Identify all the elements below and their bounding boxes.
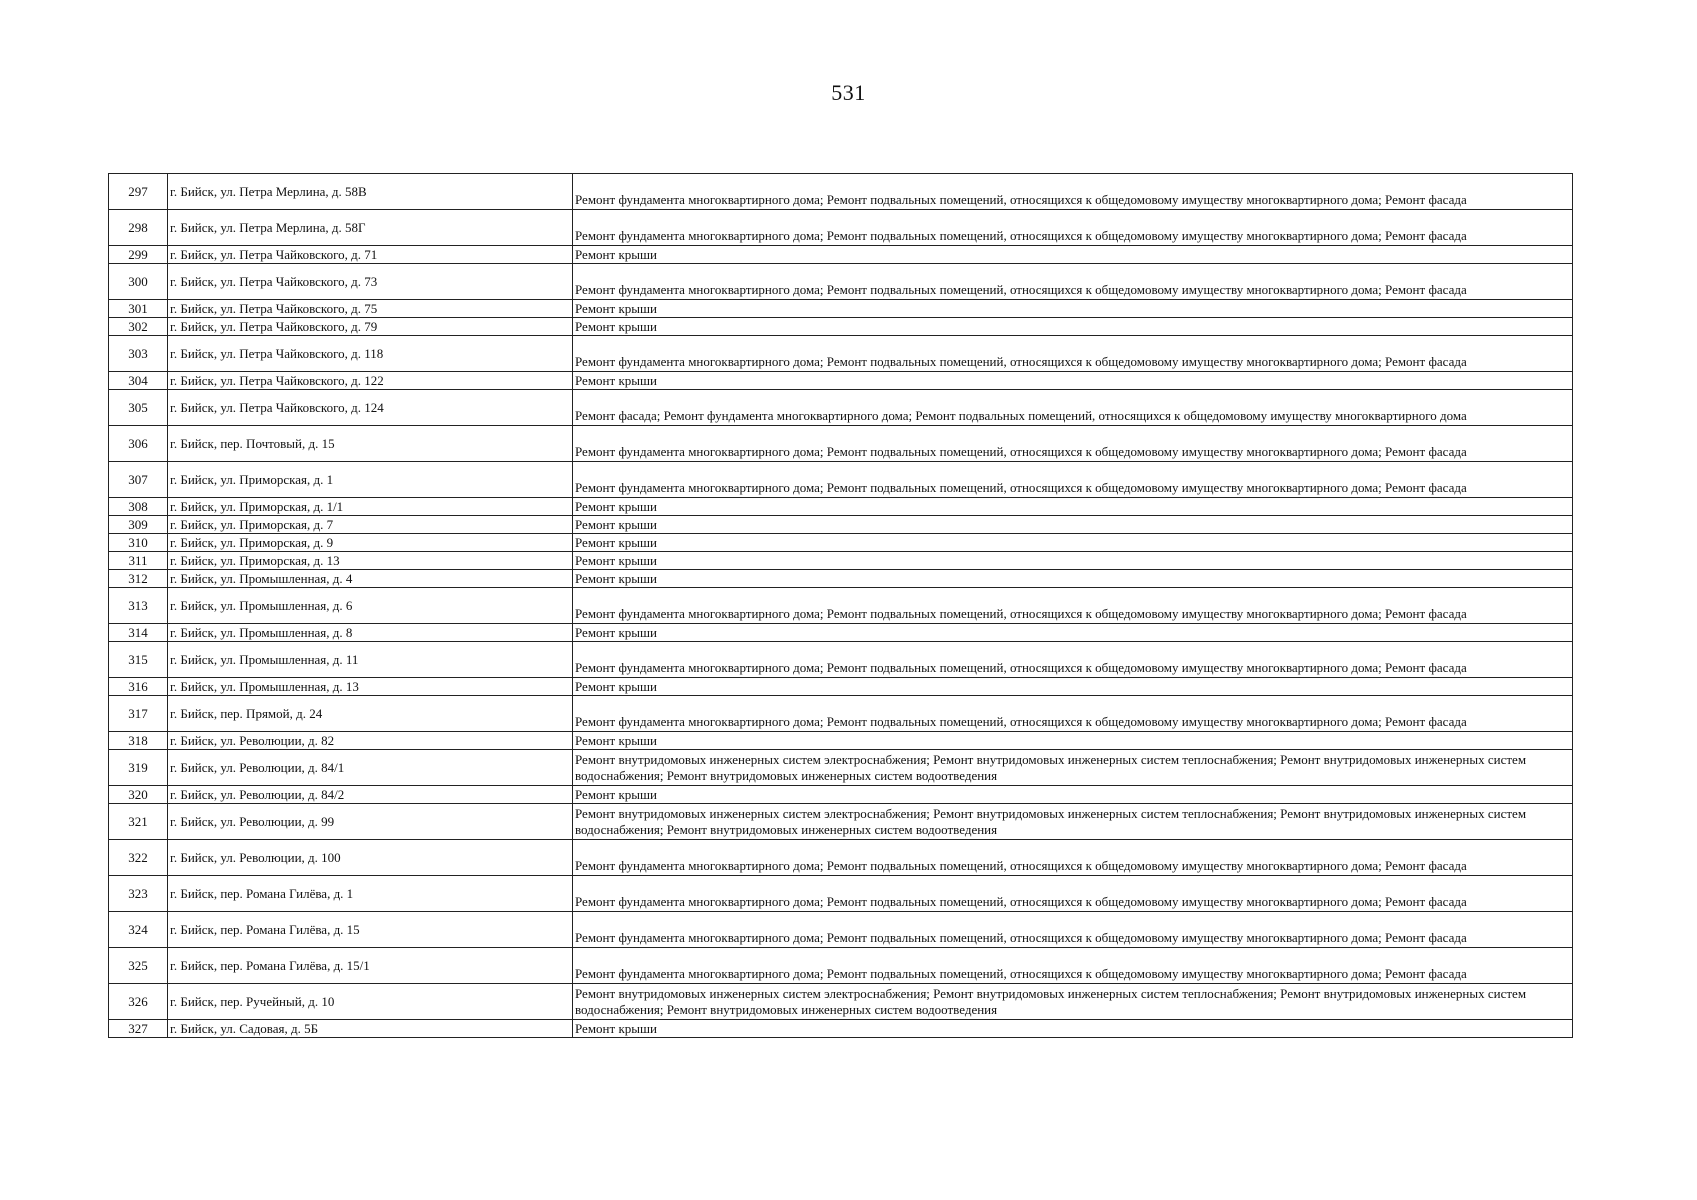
- row-works: Ремонт крыши: [573, 786, 1573, 804]
- row-number: 320: [109, 786, 168, 804]
- row-works: Ремонт крыши: [573, 534, 1573, 552]
- row-number: 301: [109, 300, 168, 318]
- row-number: 298: [109, 210, 168, 246]
- row-works: Ремонт крыши: [573, 318, 1573, 336]
- row-address: г. Бийск, ул. Промышленная, д. 4: [168, 570, 573, 588]
- row-number: 305: [109, 390, 168, 426]
- row-number: 317: [109, 696, 168, 732]
- table-row: [109, 426, 1573, 462]
- table-row: [109, 642, 1573, 678]
- table-row: [109, 336, 1573, 372]
- table-row: [109, 912, 1573, 948]
- table-row: [109, 570, 1573, 588]
- row-works: Ремонт фундамента многоквартирного дома; Ремонт подвальных помещений, относящихся к общедомовому имуществу многоквартирного дома; Ремонт фасада: [573, 588, 1573, 624]
- row-number: 307: [109, 462, 168, 498]
- row-number: 324: [109, 912, 168, 948]
- row-works: Ремонт крыши: [573, 678, 1573, 696]
- row-address: г. Бийск, пер. Почтовый, д. 15: [168, 426, 573, 462]
- row-number: 299: [109, 246, 168, 264]
- row-address: г. Бийск, ул. Петра Мерлина, д. 58Г: [168, 210, 573, 246]
- row-works: Ремонт внутридомовых инженерных систем электроснабжения; Ремонт внутридомовых инженерных систем теплоснабжения; Ремонт внутридомовых инженерных систем водоснабжения; Ремонт внутридомовых инженерных систем водоотведения: [573, 750, 1573, 786]
- row-number: 316: [109, 678, 168, 696]
- table-row: [109, 462, 1573, 498]
- row-works: Ремонт фундамента многоквартирного дома; Ремонт подвальных помещений, относящихся к общедомовому имуществу многоквартирного дома; Ремонт фасада: [573, 642, 1573, 678]
- page-number: 531: [831, 80, 866, 105]
- row-number: 314: [109, 624, 168, 642]
- row-works: Ремонт фундамента многоквартирного дома; Ремонт подвальных помещений, относящихся к общедомовому имуществу многоквартирного дома; Ремонт фасада: [573, 426, 1573, 462]
- table-row: [109, 984, 1573, 1020]
- row-works: Ремонт крыши: [573, 246, 1573, 264]
- row-address: г. Бийск, ул. Революции, д. 82: [168, 732, 573, 750]
- row-works: Ремонт внутридомовых инженерных систем электроснабжения; Ремонт внутридомовых инженерных систем теплоснабжения; Ремонт внутридомовых инженерных систем водоснабжения; Ремонт внутридомовых инженерных систем водоотведения: [573, 984, 1573, 1020]
- row-works: Ремонт фундамента многоквартирного дома; Ремонт подвальных помещений, относящихся к общедомовому имуществу многоквартирного дома; Ремонт фасада: [573, 840, 1573, 876]
- row-works: Ремонт крыши: [573, 570, 1573, 588]
- row-address: г. Бийск, ул. Петра Чайковского, д. 118: [168, 336, 573, 372]
- row-number: 309: [109, 516, 168, 534]
- row-address: г. Бийск, ул. Петра Чайковского, д. 79: [168, 318, 573, 336]
- row-address: г. Бийск, ул. Петра Чайковского, д. 122: [168, 372, 573, 390]
- row-address: г. Бийск, ул. Петра Чайковского, д. 75: [168, 300, 573, 318]
- row-address: г. Бийск, ул. Промышленная, д. 13: [168, 678, 573, 696]
- row-number: 302: [109, 318, 168, 336]
- row-address: г. Бийск, пер. Ручейный, д. 10: [168, 984, 573, 1020]
- row-number: 315: [109, 642, 168, 678]
- table-row: [109, 552, 1573, 570]
- row-address: г. Бийск, пер. Романа Гилёва, д. 1: [168, 876, 573, 912]
- row-address: г. Бийск, ул. Петра Чайковского, д. 124: [168, 390, 573, 426]
- row-works: Ремонт фундамента многоквартирного дома; Ремонт подвальных помещений, относящихся к общедомовому имуществу многоквартирного дома; Ремонт фасада: [573, 912, 1573, 948]
- table-row: [109, 264, 1573, 300]
- row-address: г. Бийск, ул. Промышленная, д. 11: [168, 642, 573, 678]
- row-number: 304: [109, 372, 168, 390]
- table-row: [109, 246, 1573, 264]
- table-row: [109, 534, 1573, 552]
- row-works: Ремонт крыши: [573, 372, 1573, 390]
- table-row: [109, 840, 1573, 876]
- table-row: [109, 732, 1573, 750]
- table-row: [109, 210, 1573, 246]
- row-works: Ремонт крыши: [573, 732, 1573, 750]
- row-address: г. Бийск, ул. Садовая, д. 5Б: [168, 1020, 573, 1038]
- row-works: Ремонт фасада; Ремонт фундамента многоквартирного дома; Ремонт подвальных помещений, относящихся к общедомовому имуществу многоквартирного дома: [573, 390, 1573, 426]
- row-works: Ремонт фундамента многоквартирного дома; Ремонт подвальных помещений, относящихся к общедомовому имуществу многоквартирного дома; Ремонт фасада: [573, 174, 1573, 210]
- table-row: [109, 516, 1573, 534]
- row-works: Ремонт крыши: [573, 552, 1573, 570]
- row-address: г. Бийск, ул. Революции, д. 84/1: [168, 750, 573, 786]
- row-address: г. Бийск, ул. Петра Мерлина, д. 58В: [168, 174, 573, 210]
- row-address: г. Бийск, ул. Петра Чайковского, д. 71: [168, 246, 573, 264]
- row-address: г. Бийск, ул. Приморская, д. 1: [168, 462, 573, 498]
- row-number: 300: [109, 264, 168, 300]
- table-row: [109, 318, 1573, 336]
- row-number: 327: [109, 1020, 168, 1038]
- row-works: Ремонт фундамента многоквартирного дома; Ремонт подвальных помещений, относящихся к общедомовому имуществу многоквартирного дома; Ремонт фасада: [573, 210, 1573, 246]
- row-address: г. Бийск, ул. Петра Чайковского, д. 73: [168, 264, 573, 300]
- row-address: г. Бийск, ул. Приморская, д. 9: [168, 534, 573, 552]
- row-number: 303: [109, 336, 168, 372]
- table-row: [109, 876, 1573, 912]
- table-row: [109, 804, 1573, 840]
- row-number: 297: [109, 174, 168, 210]
- row-works: Ремонт крыши: [573, 1020, 1573, 1038]
- row-number: 308: [109, 498, 168, 516]
- row-number: 313: [109, 588, 168, 624]
- row-works: Ремонт фундамента многоквартирного дома; Ремонт подвальных помещений, относящихся к общедомовому имуществу многоквартирного дома; Ремонт фасада: [573, 336, 1573, 372]
- row-works: Ремонт крыши: [573, 516, 1573, 534]
- row-number: 310: [109, 534, 168, 552]
- row-works: Ремонт фундамента многоквартирного дома; Ремонт подвальных помещений, относящихся к общедомовому имуществу многоквартирного дома; Ремонт фасада: [573, 876, 1573, 912]
- row-number: 311: [109, 552, 168, 570]
- table-row: [109, 498, 1573, 516]
- table-row: [109, 300, 1573, 318]
- row-number: 318: [109, 732, 168, 750]
- row-number: 322: [109, 840, 168, 876]
- table-row: [109, 678, 1573, 696]
- row-address: г. Бийск, ул. Революции, д. 99: [168, 804, 573, 840]
- row-address: г. Бийск, ул. Промышленная, д. 8: [168, 624, 573, 642]
- row-number: 312: [109, 570, 168, 588]
- row-address: г. Бийск, пер. Романа Гилёва, д. 15/1: [168, 948, 573, 984]
- row-number: 321: [109, 804, 168, 840]
- row-address: г. Бийск, ул. Революции, д. 84/2: [168, 786, 573, 804]
- table-row: [109, 588, 1573, 624]
- row-address: г. Бийск, ул. Революции, д. 100: [168, 840, 573, 876]
- row-address: г. Бийск, ул. Приморская, д. 1/1: [168, 498, 573, 516]
- row-works: Ремонт внутридомовых инженерных систем электроснабжения; Ремонт внутридомовых инженерных систем теплоснабжения; Ремонт внутридомовых инженерных систем водоснабжения; Ремонт внутридомовых инженерных систем водоотведения: [573, 804, 1573, 840]
- table-row: [109, 948, 1573, 984]
- row-number: 325: [109, 948, 168, 984]
- table-row: [109, 390, 1573, 426]
- table-row: [109, 624, 1573, 642]
- row-address: г. Бийск, ул. Приморская, д. 13: [168, 552, 573, 570]
- row-number: 306: [109, 426, 168, 462]
- row-address: г. Бийск, ул. Промышленная, д. 6: [168, 588, 573, 624]
- row-works: Ремонт фундамента многоквартирного дома; Ремонт подвальных помещений, относящихся к общедомовому имуществу многоквартирного дома; Ремонт фасада: [573, 948, 1573, 984]
- table-row: [109, 750, 1573, 786]
- table-row: [109, 1020, 1573, 1038]
- row-works: Ремонт фундамента многоквартирного дома; Ремонт подвальных помещений, относящихся к общедомовому имуществу многоквартирного дома; Ремонт фасада: [573, 696, 1573, 732]
- row-address: г. Бийск, пер. Прямой, д. 24: [168, 696, 573, 732]
- row-works: Ремонт крыши: [573, 498, 1573, 516]
- row-works: Ремонт фундамента многоквартирного дома; Ремонт подвальных помещений, относящихся к общедомовому имуществу многоквартирного дома; Ремонт фасада: [573, 264, 1573, 300]
- row-works: Ремонт фундамента многоквартирного дома; Ремонт подвальных помещений, относящихся к общедомовому имуществу многоквартирного дома; Ремонт фасада: [573, 462, 1573, 498]
- registry-table-body: [109, 174, 1573, 1038]
- row-works: Ремонт крыши: [573, 300, 1573, 318]
- table-row: [109, 372, 1573, 390]
- row-number: 319: [109, 750, 168, 786]
- row-number: 326: [109, 984, 168, 1020]
- table-row: [109, 786, 1573, 804]
- row-works: Ремонт крыши: [573, 624, 1573, 642]
- table-row: [109, 696, 1573, 732]
- row-number: 323: [109, 876, 168, 912]
- row-address: г. Бийск, пер. Романа Гилёва, д. 15: [168, 912, 573, 948]
- registry-table: [108, 173, 1573, 1038]
- row-address: г. Бийск, ул. Приморская, д. 7: [168, 516, 573, 534]
- table-row: [109, 174, 1573, 210]
